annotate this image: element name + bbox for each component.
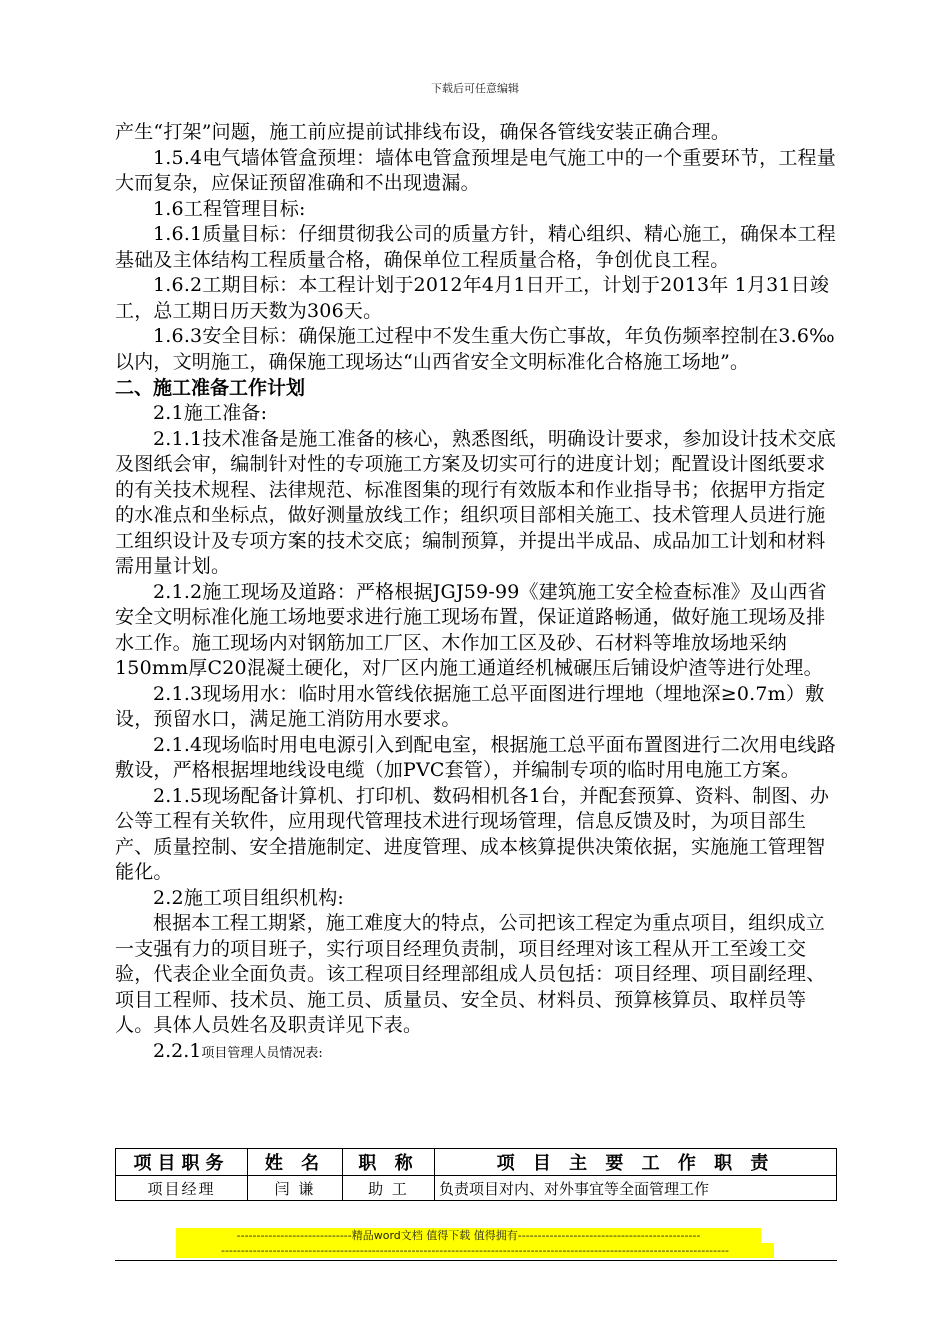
paragraph: 1.6.3安全目标：确保施工过程中不发生重大伤亡事故，年负伤频率控制在3.6‰以内，文明施工，确保施工现场达“山西省安全文明标准化合格施工场地”。 — [115, 325, 835, 373]
paragraph: 2.1.1技术准备是施工准备的核心，熟悉图纸，明确设计要求，参加设计技术交底及图纸会审，编制针对性的专项施工方案及切实可行的进度计划；配置设计图纸要求的有关技术规程、法律规范、标准图集的现行有效版本和作业指导书；依据甲方指定的水准点和坐标点，做好测量放线工作；组织项目部相关施工、技术管理人员进行施工组织设计及专项方案的技术交底；编制预算，并提出半成品、成品加工计划和材料需用量计划。 — [115, 427, 836, 577]
cell-name: 闫 谦 — [248, 1176, 343, 1201]
chapter-heading: 二、施工准备工作计划 — [115, 377, 306, 399]
download-note: 下载后可任意编辑 — [431, 82, 519, 95]
cell-position: 项目经理 — [116, 1176, 248, 1201]
paragraph: 1.5.4电气墙体管盒预埋：墙体电管盒预埋是电气施工中的一个重要环节，工程量大而复杂，应保证预留准确和不出现遗漏。 — [115, 146, 836, 194]
paragraph: 2.1.2施工现场及道路：严格根据JGJ59-99《建筑施工安全检查标准》及山西省安全文明标准化施工场地要求进行施工现场布置，保证道路畅通，做好施工现场及排水工作。施工现场内对钢筋加工厂区、木作加工区及砂、石材料等堆放场地采纳150mm厚C20混凝土硬化，对厂区内施工通道经机械碾压后铺设炉渣等进行处理。 — [115, 580, 827, 679]
table-header-row — [116, 1149, 837, 1176]
header-position: 项目职务 — [116, 1149, 248, 1176]
paragraph: 2.1.3现场用水：临时用水管线依据施工总平面图进行埋地（埋地深≥0.7m）敷设，预留水口，满足施工消防用水要求。 — [115, 682, 825, 730]
section-heading: 2.1施工准备: — [153, 402, 268, 424]
header-name: 姓 名 — [248, 1149, 343, 1176]
cell-duties: 负责项目对内、对外事宜等全面管理工作 — [435, 1176, 837, 1201]
table-caption — [115, 1039, 840, 1066]
staff-table — [115, 1148, 837, 1201]
document-body — [115, 120, 840, 1066]
header-duties: 项 目 主 要 工 作 职 责 — [435, 1149, 837, 1176]
header-title: 职 称 — [343, 1149, 435, 1176]
section-heading: 2.2施工项目组织机构: — [153, 886, 345, 909]
footer-banner: -----------------------------精品word文档 值得下载 值得拥有---------------------------------------------- — [176, 1228, 761, 1243]
paragraph: 1.6.2工期目标：本工程计划于2012年4月1日开工，计划于2013年 1月31日竣工，总工期日历天数为306天。 — [115, 274, 830, 322]
paragraph: 产生“打架”问题，施工前应提前试排线布设，确保各管线安装正确合理。 — [115, 121, 731, 143]
paragraph: 2.1.5现场配备计算机、打印机、数码相机各1台，并配套预算、资料、制图、办公等工程有关软件，应用现代管理技术进行现场管理，信息反馈及时，为项目部生产、质量控制、安全措施制定、进度管理、成本核算提供决策依据，实施施工管理智能化。 — [115, 784, 830, 883]
paragraph: 根据本工程工期紧，施工难度大的特点，公司把该工程定为重点项目，组织成立一支强有力的项目班子，实行项目经理负责制，项目经理对该工程从开工至竣工交验，代表企业全面负责。该工程项目经理部组成人员包括：项目经理、项目副经理、项目工程师、技术员、施工员、质量员、安全员、材料员、预算核算员、取样员等人。具体人员姓名及职责详见下表。 — [115, 912, 826, 1036]
paragraph: 1.6.1质量目标：仔细贯彻我公司的质量方针，精心组织、精心施工，确保本工程基础及主体结构工程质量合格，确保单位工程质量合格，争创优良工程。 — [115, 223, 836, 271]
table-caption-label: 项目管理人员情况表: — [201, 1045, 323, 1061]
table-row — [116, 1176, 837, 1201]
section-heading: 1.6工程管理目标: — [153, 197, 306, 220]
table-caption-number: 2.2.1 — [153, 1039, 202, 1062]
cell-title: 助 工 — [343, 1176, 435, 1201]
paragraph: 2.1.4现场临时用电电源引入到配电室，根据施工总平面布置图进行二次用电线路敷设，严格根据埋地线设电缆（加PVC套管），并编制专项的临时用电施工方案。 — [115, 733, 836, 781]
footer-banner-dashes: -------------------------------------------------------------------------------------------------------------------------------- — [176, 1243, 774, 1258]
footer-divider — [115, 1260, 837, 1261]
